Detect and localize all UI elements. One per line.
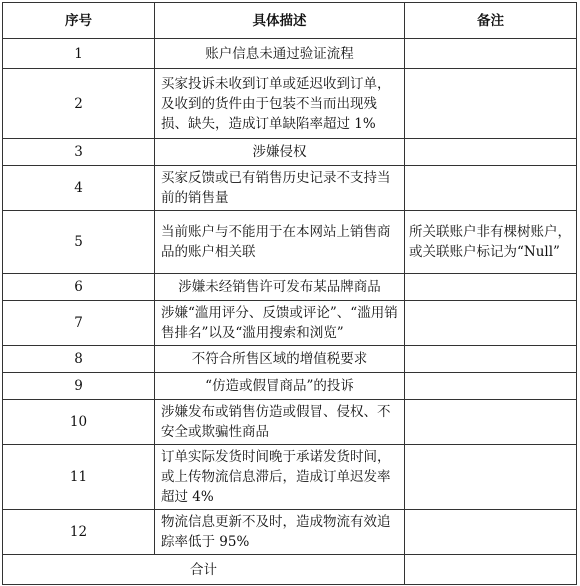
row-desc: 物流信息更新不及时，造成物流有效追踪率低于 95% (155, 510, 405, 555)
row-no: 9 (3, 373, 155, 400)
header-desc: 具体描述 (155, 3, 405, 39)
row-note (405, 39, 577, 69)
row-note (405, 301, 577, 346)
row-note: 所关联账户非有棵树账户，或关联账户标记为“Null” (405, 211, 577, 274)
row-no: 6 (3, 274, 155, 301)
row-note (405, 445, 577, 510)
row-note (405, 139, 577, 166)
table-row (3, 274, 577, 301)
row-desc: 涉嫌未经销售许可发布某品牌商品 (155, 274, 405, 301)
header-no: 序号 (3, 3, 155, 39)
table-row (3, 510, 577, 555)
row-desc: 不符合所售区域的增值税要求 (155, 346, 405, 373)
row-no: 7 (3, 301, 155, 346)
row-no: 12 (3, 510, 155, 555)
row-note (405, 400, 577, 445)
table-header-row (3, 3, 577, 39)
total-note (405, 555, 577, 585)
table-row (3, 39, 577, 69)
table-row (3, 301, 577, 346)
row-desc: 涉嫌发布或销售仿造或假冒、侵权、不安全或欺骗性商品 (155, 400, 405, 445)
row-desc: 涉嫌“滥用评分、反馈或评论”、“滥用销售排名”以及“滥用搜索和浏览” (155, 301, 405, 346)
total-row (3, 555, 577, 585)
row-no: 2 (3, 69, 155, 139)
row-desc: 账户信息未通过验证流程 (155, 39, 405, 69)
row-desc: 涉嫌侵权 (155, 139, 405, 166)
row-no: 3 (3, 139, 155, 166)
total-label: 合计 (3, 555, 405, 585)
row-desc: 买家反馈或已有销售历史记录不支持当前的销售量 (155, 166, 405, 211)
row-desc: 订单实际发货时间晚于承诺发货时间，或上传物流信息滞后，造成订单迟发率超过 4% (155, 445, 405, 510)
row-note (405, 346, 577, 373)
table-row (3, 166, 577, 211)
table-row (3, 400, 577, 445)
row-no: 11 (3, 445, 155, 510)
row-note (405, 274, 577, 301)
table-row (3, 445, 577, 510)
row-note (405, 510, 577, 555)
header-note: 备注 (405, 3, 577, 39)
row-no: 1 (3, 39, 155, 69)
table-row (3, 373, 577, 400)
row-note (405, 69, 577, 139)
row-desc: 买家投诉未收到订单或延迟收到订单，及收到的货件由于包装不当而出现残损、缺失，造成订单缺陷率超过 1% (155, 69, 405, 139)
row-no: 10 (3, 400, 155, 445)
row-no: 8 (3, 346, 155, 373)
row-no: 5 (3, 211, 155, 274)
table-row (3, 211, 577, 274)
table-row (3, 69, 577, 139)
row-no: 4 (3, 166, 155, 211)
table-row (3, 346, 577, 373)
row-desc: “仿造或假冒商品”的投诉 (155, 373, 405, 400)
row-desc: 当前账户与不能用于在本网站上销售商品的账户相关联 (155, 211, 405, 274)
table-row (3, 139, 577, 166)
row-note (405, 373, 577, 400)
row-note (405, 166, 577, 211)
rules-table (2, 2, 577, 585)
